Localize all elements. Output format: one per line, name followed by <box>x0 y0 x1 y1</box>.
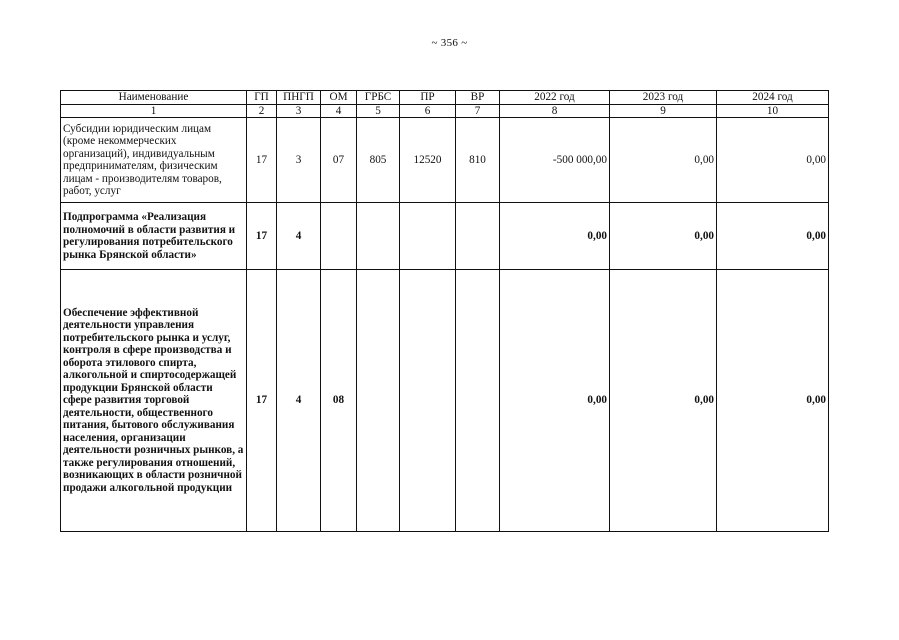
table-row <box>61 270 829 532</box>
cell-vr: 810 <box>456 118 500 203</box>
header-2024: 2024 год <box>717 91 829 105</box>
cell-om <box>321 203 357 270</box>
column-number: 7 <box>456 105 500 118</box>
cell-2023: 0,00 <box>610 270 717 532</box>
cell-gp: 17 <box>247 118 277 203</box>
header-2022: 2022 год <box>500 91 610 105</box>
row-name: Обеспечение эффективной деятельности управления потребительского рынка и услуг, контроля в сфере производства и оборота этилового спирта, алкогольной и спиртосодержащей продукции Брянской области сфере развития торговой деятельности, общественного питания, бытового обслуживания населения, организации деятельности розничных рынков, а также регулирования отношений, возникающих в области розничной продажи алкогольной продукции <box>61 270 247 532</box>
header-pngp: ПНГП <box>277 91 321 105</box>
cell-2023: 0,00 <box>610 203 717 270</box>
header-vr: ВР <box>456 91 500 105</box>
cell-2024: 0,00 <box>717 270 829 532</box>
table-header-row <box>61 91 829 105</box>
table-row <box>61 203 829 270</box>
cell-pr <box>400 270 456 532</box>
cell-pngp: 3 <box>277 118 321 203</box>
cell-grbs <box>357 203 400 270</box>
column-number: 8 <box>500 105 610 118</box>
header-2023: 2023 год <box>610 91 717 105</box>
cell-pngp: 4 <box>277 203 321 270</box>
header-grbs: ГРБС <box>357 91 400 105</box>
budget-table <box>60 90 829 532</box>
cell-om: 07 <box>321 118 357 203</box>
cell-vr <box>456 270 500 532</box>
cell-grbs: 805 <box>357 118 400 203</box>
cell-2022: 0,00 <box>500 203 610 270</box>
header-om: ОМ <box>321 91 357 105</box>
header-name: Наименование <box>61 91 247 105</box>
header-gp: ГП <box>247 91 277 105</box>
column-number: 2 <box>247 105 277 118</box>
cell-vr <box>456 203 500 270</box>
table-row <box>61 118 829 203</box>
column-number: 9 <box>610 105 717 118</box>
page-number: ~ 356 ~ <box>431 37 468 49</box>
cell-pr: 12520 <box>400 118 456 203</box>
header-pr: ПР <box>400 91 456 105</box>
cell-2024: 0,00 <box>717 203 829 270</box>
column-number-row <box>61 105 829 118</box>
row-name: Подпрограмма «Реализация полномочий в области развития и регулирования потребительского рынка Брянской области» <box>61 203 247 270</box>
cell-2022: -500 000,00 <box>500 118 610 203</box>
cell-gp: 17 <box>247 203 277 270</box>
column-number: 6 <box>400 105 456 118</box>
cell-pngp: 4 <box>277 270 321 532</box>
row-name: Субсидии юридическим лицам (кроме некоммерческих организаций), индивидуальным предпринимателям, физическим лицам - производителям товаров, работ, услуг <box>61 118 247 203</box>
column-number: 5 <box>357 105 400 118</box>
cell-2023: 0,00 <box>610 118 717 203</box>
cell-om: 08 <box>321 270 357 532</box>
cell-2022: 0,00 <box>500 270 610 532</box>
cell-gp: 17 <box>247 270 277 532</box>
column-number: 1 <box>61 105 247 118</box>
cell-2024: 0,00 <box>717 118 829 203</box>
column-number: 10 <box>717 105 829 118</box>
cell-pr <box>400 203 456 270</box>
cell-grbs <box>357 270 400 532</box>
column-number: 3 <box>277 105 321 118</box>
column-number: 4 <box>321 105 357 118</box>
